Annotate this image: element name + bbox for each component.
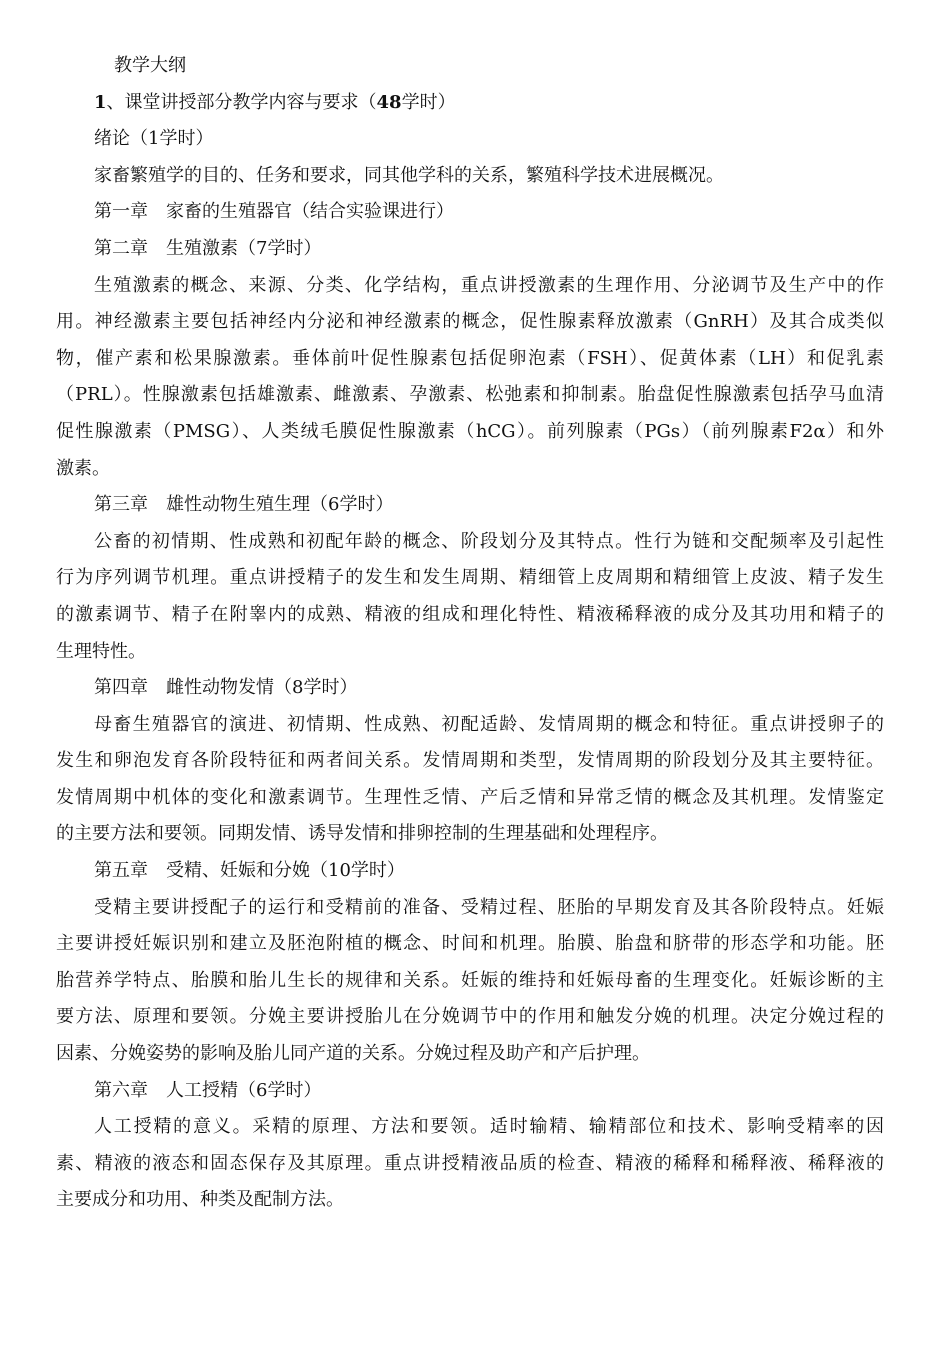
chapter4-paragraph-line: 发情周期中机体的变化和激素调节。生理性乏情、产后乏情和异常乏情的概念及其机理。发情鉴定 [56, 786, 884, 808]
chapter4-paragraph-line: 发生和卵泡发育各阶段特征和两者间关系。发情周期和类型，发情周期的阶段划分及其主要特征。 [56, 750, 884, 772]
chapter2-paragraph-line: 促性腺激素（PMSG）、人类绒毛膜促性腺激素（hCG）。前列腺素（PGs）（前列腺素F2α）和外 [56, 420, 884, 442]
chapter3-paragraph-line: 行为序列调节机理。重点讲授精子的发生和发生周期、精细管上皮周期和精细管上皮波、精子发生 [56, 567, 884, 589]
intro-heading: 绪论（1学时） [94, 128, 214, 150]
chapter5-paragraph-line: 胎营养学特点、胎膜和胎儿生长的规律和关系。妊娠的维持和妊娠母畜的生理变化。妊娠诊断的主 [56, 969, 884, 991]
chapter3-heading: 第三章 雄性动物生殖生理（6学时） [94, 494, 394, 516]
chapter5-heading: 第五章 受精、妊娠和分娩（10学时） [94, 860, 405, 882]
chapter1-heading: 第一章 家畜的生殖器官（结合实验课进行） [94, 201, 454, 223]
section-number: 1 [94, 91, 107, 113]
chapter2-paragraph-line: 生殖激素的概念、来源、分类、化学结构，重点讲授激素的生理作用、分泌调节及生产中的作 [94, 274, 884, 296]
section-heading-text-a: 、课堂讲授部分教学内容与要求（ [106, 91, 377, 113]
document-title: 教学大纲 [114, 55, 186, 76]
chapter5-paragraph-line: 因素、分娩姿势的影响及胎儿同产道的关系。分娩过程及助产和产后护理。 [56, 1043, 650, 1065]
section-hours: 48 [376, 91, 402, 113]
chapter5-paragraph-line: 要方法、原理和要领。分娩主要讲授胎儿在分娩调节中的作用和触发分娩的机理。决定分娩过程的 [56, 1006, 884, 1028]
chapter3-paragraph-line: 的激素调节、精子在附睾内的成熟、精液的组成和理化特性、精液稀释液的成分及其功用和精子的 [56, 603, 884, 625]
chapter6-paragraph-line: 素、精液的液态和固态保存及其原理。重点讲授精液品质的检查、精液的稀释和稀释液、稀释液的 [56, 1152, 884, 1174]
chapter2-heading: 第二章 生殖激素（7学时） [94, 237, 322, 259]
chapter6-heading: 第六章 人工授精（6学时） [94, 1079, 322, 1101]
section-heading-text-b: 学时） [401, 91, 456, 113]
chapter3-paragraph-line: 公畜的初情期、性成熟和初配年龄的概念、阶段划分及其特点。性行为链和交配频率及引起性 [94, 530, 884, 552]
chapter2-paragraph-line: 用。神经激素主要包括神经内分泌和神经激素的概念，促性腺素释放激素（GnRH）及其合成类似 [56, 311, 884, 333]
chapter4-heading: 第四章 雌性动物发情（8学时） [94, 677, 358, 699]
chapter6-paragraph-line: 人工授精的意义。采精的原理、方法和要领。适时输精、输精部位和技术、影响受精率的因 [94, 1116, 884, 1138]
chapter2-paragraph-line: （PRL）。性腺激素包括雄激素、雌激素、孕激素、松弛素和抑制素。胎盘促性腺激素包括孕马血清 [56, 384, 884, 406]
chapter6-paragraph-line: 主要成分和功用、种类及配制方法。 [56, 1189, 344, 1211]
chapter2-paragraph-line: 激素。 [56, 457, 110, 479]
chapter5-paragraph-line: 受精主要讲授配子的运行和受精前的准备、受精过程、胚胎的早期发育及其各阶段特点。妊娠 [94, 896, 884, 918]
chapter4-paragraph-line: 的主要方法和要领。同期发情、诱导发情和排卵控制的生理基础和处理程序。 [56, 823, 668, 845]
document-body [56, 48, 884, 1219]
chapter4-paragraph-line: 母畜生殖器官的演进、初情期、性成熟、初配适龄、发情周期的概念和特征。重点讲授卵子的 [94, 713, 884, 735]
chapter2-paragraph-line: 物，催产素和松果腺激素。垂体前叶促性腺素包括促卵泡素（FSH）、促黄体素（LH）和促乳素 [56, 347, 884, 369]
chapter5-paragraph-line: 主要讲授妊娠识别和建立及胚泡附植的概念、时间和机理。胎膜、胎盘和脐带的形态学和功能。胚 [56, 933, 884, 955]
section-heading [56, 85, 884, 122]
chapter3-paragraph-line: 生理特性。 [56, 640, 146, 662]
intro-body: 家畜繁殖学的目的、任务和要求，同其他学科的关系，繁殖科学技术进展概况。 [94, 164, 724, 186]
